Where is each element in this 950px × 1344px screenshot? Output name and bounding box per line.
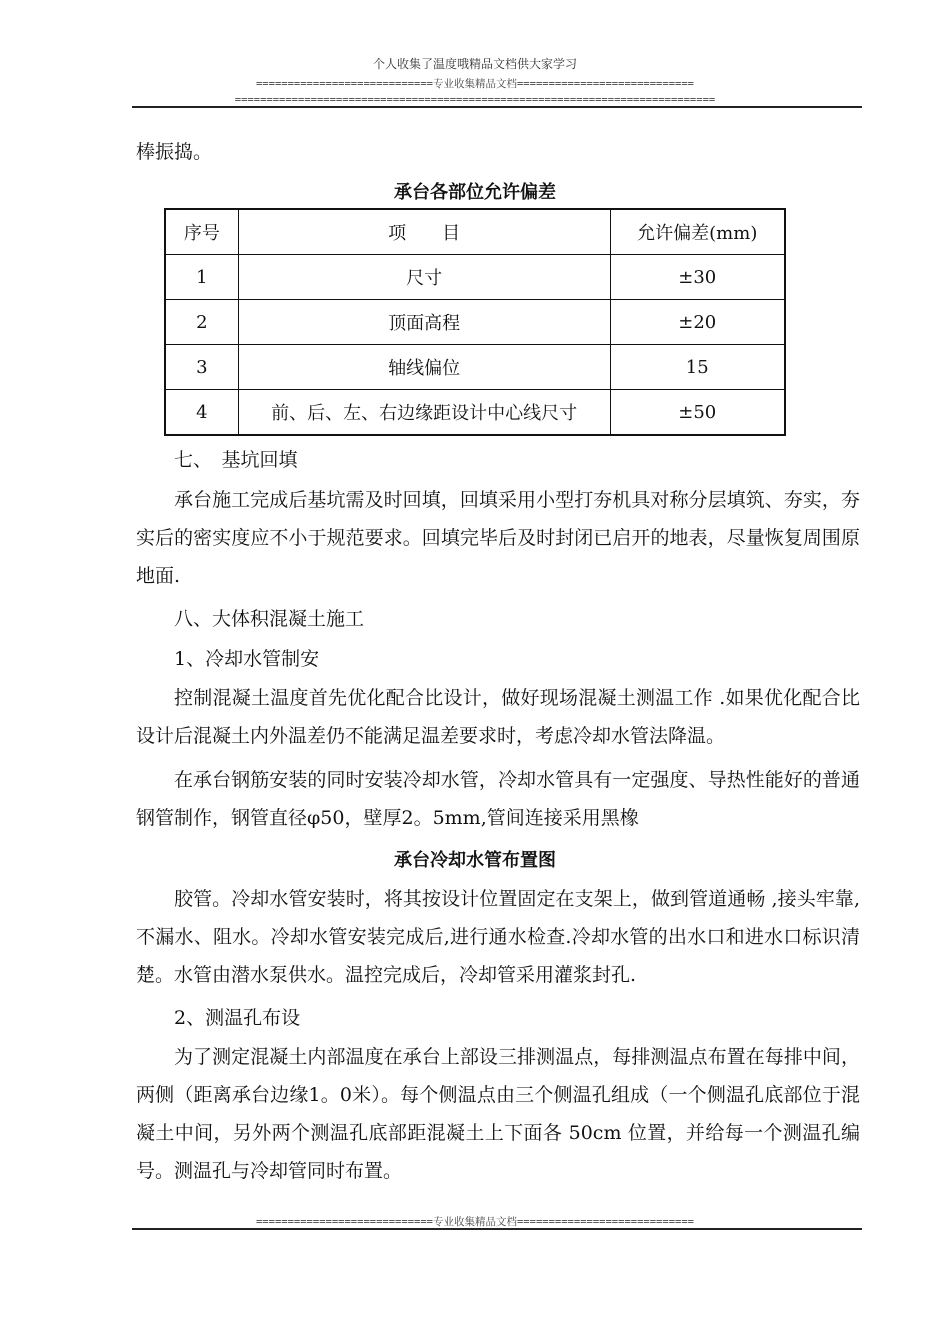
table-cell: 4 [165,390,238,436]
column-header-tolerance: 允许偏差(mm) [610,209,785,255]
section-8-1-paragraph-1: 控制混凝土温度首先优化配合比设计，做好现场混凝土测温工作 .如果优化配合比设计后混凝土内外温差仍不能满足温差要求时，考虑冷却水管法降温。 [136,687,860,747]
table-row [165,390,785,436]
deviation-table [164,208,786,436]
section-7-paragraph: 承台施工完成后基坑需及时回填，回填采用小型打夯机具对称分层填筑、夯实，夯实后的密实度应不小于规范要求。回填完毕后及时封闭已启开的地表，尽量恢复周围原地面. [136,489,860,587]
table-cell: 2 [165,300,238,345]
column-header-index: 序号 [165,209,238,255]
header-banner: ============================专业收集精品文档============================ [255,78,694,90]
table-caption: 承台各部位允许偏差 [394,182,556,203]
table-cell: ±50 [610,390,785,436]
footer-rule [132,1228,862,1230]
table-row [165,300,785,345]
table-header-row [165,209,785,255]
table-cell: 顶面高程 [238,300,610,345]
column-header-item: 项 目 [238,209,610,255]
table-row [165,255,785,300]
table-cell: 3 [165,345,238,390]
table-row [165,345,785,390]
section-8-1-heading: 1、冷却水管制安 [174,648,320,670]
header-line: ============================================================================ [234,94,716,106]
table-cell: 1 [165,255,238,300]
table-cell: 尺寸 [238,255,610,300]
table-cell: 轴线偏位 [238,345,610,390]
figure-caption: 承台冷却水管布置图 [394,850,556,871]
header-title: 个人收集了温度哦精品文档供大家学习 [372,57,577,71]
section-8-heading: 八、大体积混凝土施工 [174,608,365,630]
table-cell: 前、后、左、右边缘距设计中心线尺寸 [238,390,610,436]
section-8-2-heading: 2、测温孔布设 [174,1007,301,1029]
paragraph-fragment: 棒振捣。 [136,141,213,163]
header-rule [132,106,862,108]
table-cell: 15 [610,345,785,390]
table-cell: ±30 [610,255,785,300]
section-8-1-paragraph-3: 胶管。冷却水管安装时，将其按设计位置固定在支架上，做到管道通畅 ,接头牢靠,不漏水、阻水。冷却水管安装完成后,进行通水检查.冷却水管的出水口和进水口标识清楚。水管由潜水泵供水。温控完成后，冷却管采用灌浆封孔. [136,888,860,986]
section-7-heading: 七、 基坑回填 [174,449,298,471]
section-8-1-paragraph-2: 在承台钢筋安装的同时安装冷却水管，冷却水管具有一定强度、导热性能好的普通钢管制作，钢管直径φ50，壁厚2。5mm,管间连接采用黑橡 [136,769,860,829]
footer-banner: ============================专业收集精品文档============================ [255,1216,694,1228]
section-8-2-paragraph: 为了测定混凝土内部温度在承台上部设三排测温点，每排测温点布置在每排中间，两侧（距离承台边缘1。0米）。每个侧温点由三个侧温孔组成（一个侧温孔底部位于混凝土中间，另外两个测温孔底部距混凝土上下面各 50cm 位置，并给每一个测温孔编号。测温孔与冷却管同时布置。 [136,1046,860,1182]
table-cell: ±20 [610,300,785,345]
